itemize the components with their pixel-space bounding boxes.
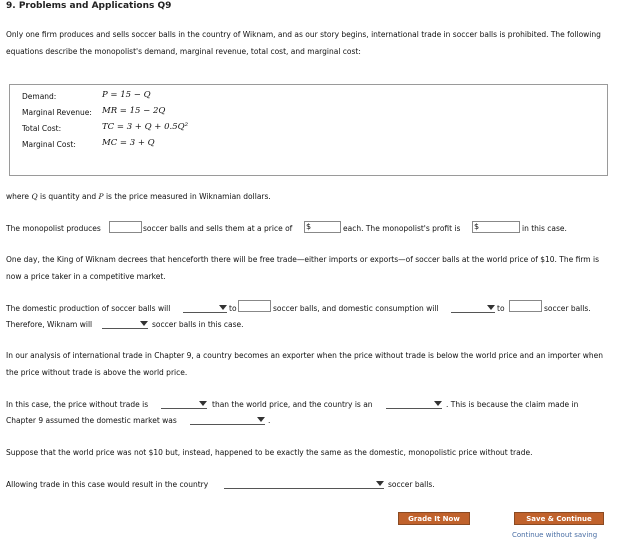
- world-price-text: Suppose that the world price was not $10 but, instead, happened to be exactly the same as the domestic, monopolistic price without trade.: [6, 448, 533, 457]
- q2-text-d: Therefore, Wiknam will: [6, 320, 93, 329]
- intro-text: Only one firm produces and sells soccer balls in the country of Wiknam, and as our story begins, international trade in soccer balls is prohibited. The following equations describe the monopolist's demand, marginal revenue, total cost, and marginal cost:: [6, 30, 601, 56]
- production-change-dropdown[interactable]: [183, 302, 227, 313]
- eq-label-mc: Marginal Cost:: [22, 140, 76, 149]
- dollar-sign: $: [474, 222, 480, 231]
- exporter-importer-dropdown[interactable]: [386, 398, 442, 409]
- eq-label-demand: Demand:: [22, 92, 57, 101]
- q4-text-a: Allowing trade in this case would result in the country: [6, 480, 209, 489]
- q1-text-c: each. The monopolist's profit is: [343, 224, 461, 233]
- q4-text-b: soccer balls.: [388, 480, 435, 489]
- dollar-sign: $: [306, 222, 312, 231]
- q1-text-d: in this case.: [522, 224, 567, 233]
- eq-label-mr: Marginal Revenue:: [22, 108, 92, 117]
- trade-direction-dropdown[interactable]: [102, 318, 148, 329]
- eq-demand: P = 15 − Q: [102, 90, 151, 100]
- consumption-input[interactable]: [509, 300, 542, 312]
- market-type-dropdown[interactable]: [190, 414, 265, 425]
- page-title: 9. Problems and Applications Q9: [6, 1, 172, 11]
- chevron-down-icon: [487, 305, 495, 310]
- quantity-input[interactable]: [109, 221, 142, 233]
- q2-text-e: soccer balls in this case.: [152, 320, 244, 329]
- eq-tc: TC = 3 + Q + 0.5Q²: [102, 122, 189, 132]
- chevron-down-icon: [376, 481, 384, 486]
- chapter9-text: In our analysis of international trade in Chapter 9, a country becomes an exporter when the price without trade is below the world price and an importer when the price without trade is above the world price.: [6, 351, 603, 377]
- free-trade-text: One day, the King of Wiknam decrees that henceforth there will be free trade—either imports or exports—of soccer balls at the world price of $10. The firm is now a price taker in a competitive market.: [6, 255, 599, 281]
- chevron-down-icon: [199, 401, 207, 406]
- continue-without-saving-link[interactable]: Continue without saving: [512, 531, 598, 539]
- q3-text-d: Chapter 9 assumed the domestic market was: [6, 416, 177, 425]
- q2-text-c: soccer balls.: [544, 304, 591, 313]
- chevron-down-icon: [434, 401, 442, 406]
- q3-text-e: .: [268, 416, 271, 425]
- chevron-down-icon: [219, 305, 227, 310]
- q3-text-c: . This is because the claim made in: [446, 400, 579, 409]
- grade-it-now-button[interactable]: Grade It Now: [398, 512, 470, 525]
- chevron-down-icon: [257, 417, 265, 422]
- eq-label-tc: Total Cost:: [22, 124, 62, 133]
- trade-result-dropdown[interactable]: [224, 478, 384, 489]
- q2-text-b: soccer balls, and domestic consumption will: [273, 304, 439, 313]
- q3-text-a: In this case, the price without trade is: [6, 400, 149, 409]
- eq-mc: MC = 3 + Q: [102, 138, 155, 148]
- equations-box: [9, 84, 608, 176]
- q1-text-b: soccer balls and sells them at a price of: [143, 224, 293, 233]
- q2-to-2: to: [497, 304, 505, 313]
- chevron-down-icon: [140, 321, 148, 326]
- q2-text-a: The domestic production of soccer balls will: [6, 304, 171, 313]
- eq-mr: MR = 15 − 2Q: [102, 106, 166, 116]
- profit-input[interactable]: [472, 221, 520, 233]
- price-input[interactable]: [304, 221, 341, 233]
- q3-text-b: than the world price, and the country is an: [212, 400, 373, 409]
- production-input[interactable]: [238, 300, 271, 312]
- q1-text-a: The monopolist produces: [6, 224, 101, 233]
- where-text: where Q is quantity and P is the price measured in Wiknamian dollars.: [6, 192, 271, 201]
- consumption-change-dropdown[interactable]: [451, 302, 495, 313]
- q2-to-1: to: [229, 304, 237, 313]
- save-continue-button[interactable]: Save & Continue: [514, 512, 604, 525]
- price-comparison-dropdown[interactable]: [161, 398, 207, 409]
